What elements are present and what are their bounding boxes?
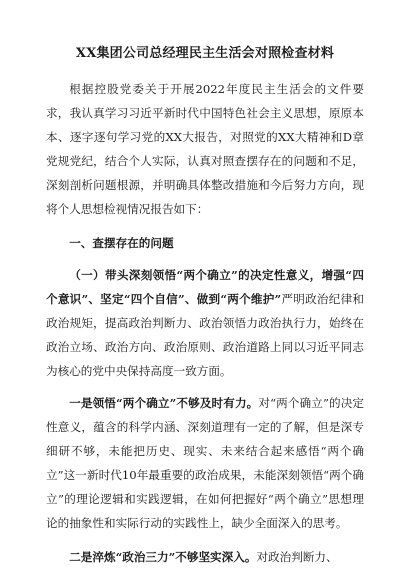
item-1 [46,391,364,535]
item-2 [46,545,364,569]
document-title: XX集团公司总经理民主生活会对照检查材料 [75,46,335,61]
subsection-1-body: 严明政治纪律和政治规矩，提高政治判断力、政治领悟力政治执行力，始终在政治立场、政治方向、政治原则、政治道路上同以习近平同志为核心的党中央保持高度一致方面。 [46,292,364,378]
intro-paragraph: 根据控股党委关于开展2022年度民主生活会的文件要求，我认真学习习近平新时代中国特色社会主义思想，原原本本、逐字逐句学习党的XX大报告，对照党的XX大精神和D章党规党纪，结合个人实际，认真对照查摆存在的问题和不足，深刻剖析问题根源，并明确具体整改措施和今后努力方向，现将个人思想检视情况报告如下： [46,82,364,216]
subsection-1-title: （一）带头深刻领悟“两个确立”的决定性意义，增强“四个意识”、坚定“四个自信”、做到“两个维护” [46,268,364,306]
item-1-title: 一是领悟“两个确立”不够及时有力。 [69,396,259,410]
section-heading-1: 一、查摆存在的问题 [69,236,174,250]
item-1-body: 对“两个确立”的决定性意义，蕴含的科学内涵、深刻道理有一定的了解，但是深专细研不够，未能把历史、现实、未来结合起来感悟“两个确立”这一新时代10年最重要的政治成果，未能深刻领悟“两个确立”的理论逻辑和实践逻辑，在如何把握好“两个确立”思想理论的抽象性和实际行动的实践性上，缺少全面深入的思考。 [46,396,365,530]
item-2-title: 二是淬炼“政治三力”不够坚实深入。 [69,550,257,564]
item-2-body: 对政治判断力、 [256,550,338,564]
subsection-1 [46,263,364,383]
